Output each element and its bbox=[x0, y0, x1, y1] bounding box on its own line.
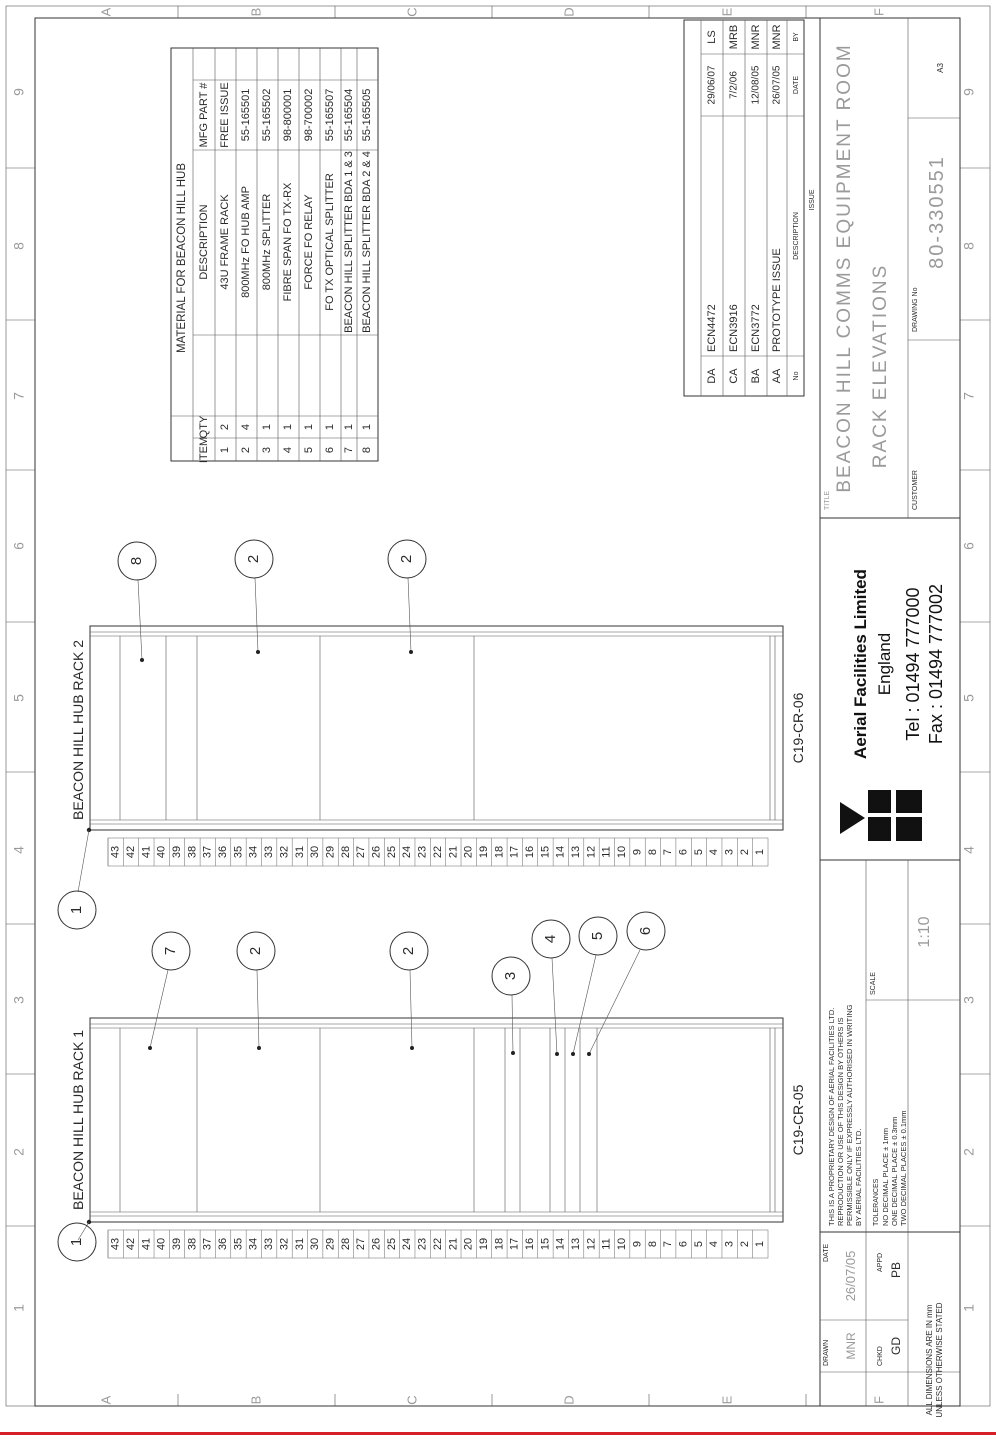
zone-letter: D bbox=[561, 1395, 577, 1405]
rack-unit-number: 33 bbox=[263, 1237, 276, 1251]
revision-by: MNR bbox=[749, 24, 762, 50]
rack-unit-number: 15 bbox=[539, 1237, 552, 1251]
checked-by: GD bbox=[889, 1337, 903, 1355]
drawing-title-line-1: BEACON HILL COMMS EQUIPMENT ROOM bbox=[834, 43, 855, 493]
revision-date: 12/08/05 bbox=[750, 65, 762, 105]
zone-number: 4 bbox=[960, 846, 977, 854]
bom-cell-part-number: 55-165507 bbox=[323, 88, 336, 142]
revision-header-date: DATE bbox=[792, 75, 800, 95]
bom-header-description: DESCRIPTION bbox=[197, 204, 210, 280]
bom-cell-part-number: 55-165501 bbox=[239, 88, 252, 142]
copyright-line: BY AERIAL FACILITIES LTD. bbox=[854, 1128, 863, 1226]
rack-unit-number: 15 bbox=[539, 845, 552, 859]
rack-unit-number: 13 bbox=[570, 845, 583, 859]
bom-cell-part-number: 55-165502 bbox=[260, 88, 273, 142]
rack-unit-number: 41 bbox=[140, 845, 153, 859]
revision-number: BA bbox=[749, 368, 762, 384]
rack-unit-number: 5 bbox=[692, 848, 705, 856]
zone-number: 9 bbox=[960, 88, 977, 96]
rack-unit-number: 16 bbox=[523, 845, 536, 859]
rack-unit-number: 27 bbox=[355, 1237, 368, 1251]
rack-unit-number: 24 bbox=[401, 845, 414, 859]
rack-1-balloons bbox=[58, 912, 665, 1261]
zone-number: 2 bbox=[960, 1148, 977, 1156]
bom-cell-part-number: 55-165505 bbox=[360, 88, 373, 142]
balloon: 3 bbox=[501, 971, 519, 981]
bom-cell-qty: 1 bbox=[281, 423, 294, 431]
bom-cell-description: FO TX OPTICAL SPLITTER bbox=[323, 173, 336, 311]
revision-by: MRB bbox=[727, 24, 740, 50]
revision-description: ECN3772 bbox=[749, 304, 762, 352]
rack-unit-number: 23 bbox=[416, 1237, 429, 1251]
bom-cell-description: 800MHz FO HUB AMP bbox=[239, 186, 252, 298]
bom-header-item: ITEM bbox=[197, 436, 210, 464]
zone-number: 6 bbox=[960, 542, 977, 550]
rack-2-title: BEACON HILL HUB RACK 2 bbox=[70, 640, 86, 820]
bom-cell-description: 800MHz SPLITTER bbox=[260, 193, 273, 291]
bom-cell-description: 43U FRAME RACK bbox=[218, 194, 231, 290]
rack-unit-number: 36 bbox=[217, 845, 230, 859]
bom-cell-description: FIBRE SPAN FO TX-RX bbox=[281, 182, 294, 302]
rack-unit-number: 38 bbox=[186, 845, 199, 859]
zone-number: 3 bbox=[960, 996, 977, 1004]
copyright-line: THIS IS A PROPRIETARY DESIGN OF AERIAL FACILITIES LTD. bbox=[827, 1007, 836, 1226]
revision-by: LS bbox=[705, 30, 718, 44]
drawn-label: DRAWN bbox=[823, 1339, 830, 1366]
rack-unit-number: 22 bbox=[431, 845, 444, 859]
bom-cell-description: BEACON HILL SPLITTER BDA 2 & 4 bbox=[360, 151, 373, 333]
rack-unit-number: 6 bbox=[677, 848, 690, 856]
copyright-line: PERMISSIBLE ONLY IF EXPRESSLY AUTHORISED IN WRITING bbox=[845, 1004, 854, 1226]
bom-cell-item: 6 bbox=[323, 446, 336, 454]
bom-cell-item: 8 bbox=[360, 446, 373, 454]
dimensions-note: ALL DIMENSIONS ARE IN mm bbox=[925, 1304, 934, 1416]
balloon: 6 bbox=[636, 926, 654, 936]
balloon: 8 bbox=[127, 556, 145, 566]
rack-unit-number: 38 bbox=[186, 1237, 199, 1251]
rack-unit-number: 13 bbox=[570, 1237, 583, 1251]
bom-cell-part-number: FREE ISSUE bbox=[218, 82, 231, 148]
rack-unit-number: 31 bbox=[293, 845, 306, 859]
zone-letter: A bbox=[98, 1395, 114, 1405]
revision-description: PROTOTYPE ISSUE bbox=[770, 248, 783, 352]
tolerance-line: NO DECIMAL PLACE ± 1mm bbox=[881, 1127, 890, 1226]
rack-unit-number: 25 bbox=[385, 1237, 398, 1251]
revision-header-no: No bbox=[792, 371, 800, 381]
zone-number: 3 bbox=[10, 996, 27, 1004]
rack-unit-number: 20 bbox=[462, 1237, 475, 1251]
bom-title: MATERIAL FOR BEACON HILL HUB bbox=[176, 163, 188, 353]
rack-unit-number: 22 bbox=[431, 1237, 444, 1251]
approved-by: PB bbox=[889, 1261, 903, 1279]
title-block bbox=[820, 18, 960, 1418]
rack-unit-number: 25 bbox=[385, 845, 398, 859]
zone-number: 2 bbox=[10, 1148, 27, 1156]
rack-unit-number: 16 bbox=[523, 1237, 536, 1251]
rack-unit-number: 8 bbox=[646, 848, 659, 856]
bom-cell-qty: 1 bbox=[260, 423, 273, 431]
rack-unit-number: 31 bbox=[293, 1237, 306, 1251]
rack-unit-number: 28 bbox=[339, 1237, 352, 1251]
company-name: Aerial Facilities Limited bbox=[851, 569, 870, 759]
rack-unit-number: 35 bbox=[232, 1237, 245, 1251]
zone-number: 7 bbox=[10, 392, 27, 400]
rack-unit-number: 39 bbox=[170, 1237, 183, 1251]
rack-2-unit-labels bbox=[108, 838, 768, 866]
rack-unit-number: 34 bbox=[247, 845, 260, 859]
rack-unit-number: 18 bbox=[493, 1237, 506, 1251]
rack-unit-number: 30 bbox=[309, 1237, 322, 1251]
rack-1-code: C19-CR-05 bbox=[790, 1084, 806, 1156]
rack-unit-number: 33 bbox=[263, 845, 276, 859]
rack-unit-number: 19 bbox=[477, 845, 490, 859]
zone-letter: B bbox=[248, 7, 264, 17]
bom-cell-item: 4 bbox=[281, 446, 294, 454]
dimensions-note: UNLESS OTHERWISE STATED bbox=[935, 1302, 944, 1418]
rack-unit-number: 5 bbox=[692, 1240, 705, 1248]
tolerance-line: TWO DECIMAL PLACES ± 0.1mm bbox=[899, 1110, 908, 1226]
bom-cell-item: 2 bbox=[239, 446, 252, 454]
zone-number: 5 bbox=[960, 694, 977, 702]
zone-number: 4 bbox=[10, 846, 27, 854]
revision-description: ECN3916 bbox=[727, 304, 740, 352]
date-label: DATE bbox=[823, 1243, 830, 1262]
bom-table bbox=[171, 48, 378, 463]
rack-unit-number: 43 bbox=[109, 845, 122, 859]
rack-unit-number: 9 bbox=[631, 848, 644, 856]
customer-label: CUSTOMER bbox=[912, 470, 919, 510]
zone-letter: A bbox=[98, 7, 114, 17]
rack-unit-number: 29 bbox=[324, 1237, 337, 1251]
page-edge-line bbox=[0, 1432, 996, 1435]
balloon: 4 bbox=[541, 934, 559, 944]
revision-number: AA bbox=[770, 368, 783, 384]
revision-header-description: DESCRIPTION bbox=[792, 212, 800, 260]
rack-1-elevation bbox=[58, 912, 806, 1261]
rack-unit-number: 11 bbox=[600, 846, 613, 858]
rack-unit-number: 7 bbox=[662, 1240, 675, 1248]
rack-unit-number: 24 bbox=[401, 1237, 414, 1251]
drawing-number: 80-330551 bbox=[926, 155, 948, 269]
zone-letters bbox=[98, 7, 886, 1404]
rack-unit-number: 3 bbox=[723, 1240, 736, 1248]
rack-unit-number: 29 bbox=[324, 845, 337, 859]
rack-unit-number: 8 bbox=[646, 1240, 659, 1248]
scale-value: 1:10 bbox=[916, 916, 933, 948]
revision-header-by: BY bbox=[792, 32, 800, 42]
bom-cell-qty: 1 bbox=[302, 423, 315, 431]
copyright-line: REPRODUCTION OR USE OF THIS DESIGN BY OTHERS IS bbox=[836, 1017, 845, 1226]
appd-label: APPD bbox=[877, 1252, 884, 1272]
rack-unit-number: 34 bbox=[247, 1237, 260, 1251]
rack-unit-number: 39 bbox=[170, 845, 183, 859]
bom-cell-item: 3 bbox=[260, 446, 273, 454]
company-country: England bbox=[875, 632, 894, 696]
rack-unit-number: 23 bbox=[416, 845, 429, 859]
drawing-no-label: DRAWING No bbox=[912, 287, 919, 332]
rack-unit-number: 35 bbox=[232, 845, 245, 859]
rack-unit-number: 3 bbox=[723, 848, 736, 856]
rack-unit-number: 12 bbox=[585, 845, 598, 859]
bom-cell-item: 1 bbox=[218, 446, 231, 454]
bom-cell-description: BEACON HILL SPLITTER BDA 1 & 3 bbox=[342, 151, 355, 333]
bom-cell-description: FORCE FO RELAY bbox=[302, 194, 315, 290]
rack-unit-number: 27 bbox=[355, 845, 368, 859]
rack-unit-number: 36 bbox=[217, 1237, 230, 1251]
rack-2-balloons bbox=[58, 540, 426, 929]
rack-unit-number: 6 bbox=[677, 1240, 690, 1248]
rack-unit-number: 21 bbox=[447, 1237, 460, 1251]
rack-2-outline bbox=[90, 626, 783, 830]
revision-date: 29/06/07 bbox=[706, 65, 718, 105]
bom-header-part-number: MFG PART # bbox=[197, 82, 210, 148]
rack-unit-number: 17 bbox=[508, 1237, 521, 1251]
bom-cell-part-number: 98-800001 bbox=[281, 88, 294, 142]
rack-unit-number: 32 bbox=[278, 845, 291, 859]
balloon: 2 bbox=[399, 946, 417, 956]
rack-unit-number: 14 bbox=[554, 845, 567, 859]
chkd-label: CHKD bbox=[877, 1346, 884, 1366]
rack-unit-number: 41 bbox=[140, 1237, 153, 1251]
zone-letter: C bbox=[404, 1395, 420, 1405]
revision-date: 26/07/05 bbox=[771, 65, 783, 105]
revision-number: CA bbox=[727, 368, 740, 384]
rack-unit-number: 32 bbox=[278, 1237, 291, 1251]
balloon: 2 bbox=[246, 946, 264, 956]
rack-unit-number: 4 bbox=[708, 1240, 721, 1248]
rack-unit-number: 7 bbox=[662, 848, 675, 856]
rack-unit-number: 37 bbox=[201, 845, 214, 859]
drawing-title-line-2: RACK ELEVATIONS bbox=[870, 263, 891, 469]
zone-number: 1 bbox=[10, 1304, 27, 1312]
rack-unit-number: 1 bbox=[754, 1240, 767, 1248]
rack-unit-number: 20 bbox=[462, 845, 475, 859]
rack-unit-number: 18 bbox=[493, 845, 506, 859]
bom-cell-qty: 2 bbox=[218, 423, 231, 431]
zone-number: 7 bbox=[960, 392, 977, 400]
drawing-frame bbox=[35, 18, 960, 1406]
balloon: 1 bbox=[67, 905, 85, 915]
bom-cell-qty: 1 bbox=[360, 423, 373, 431]
bom-cell-item: 5 bbox=[302, 446, 315, 454]
scale-label: SCALE bbox=[870, 972, 877, 995]
company-telephone: Tel : 01494 777000 bbox=[903, 587, 923, 741]
zone-number: 8 bbox=[960, 242, 977, 250]
sheet-size: A3 bbox=[936, 63, 945, 73]
rack-unit-number: 40 bbox=[155, 1237, 168, 1251]
title-label: TITLE bbox=[824, 490, 831, 510]
rack-unit-number: 4 bbox=[708, 848, 721, 856]
rack-unit-number: 1 bbox=[754, 848, 767, 856]
revision-description: ECN4472 bbox=[705, 304, 718, 352]
bom-cell-qty: 4 bbox=[239, 423, 252, 431]
company-logo bbox=[840, 790, 922, 841]
rack-unit-number: 10 bbox=[616, 1237, 629, 1251]
zone-letter: D bbox=[561, 7, 577, 17]
rack-unit-number: 37 bbox=[201, 1237, 214, 1251]
zone-letter: E bbox=[719, 7, 735, 17]
zone-number: 9 bbox=[10, 88, 27, 96]
rack-unit-number: 30 bbox=[309, 845, 322, 859]
rack-1-title: BEACON HILL HUB RACK 1 bbox=[70, 1030, 86, 1210]
bom-cell-part-number: 55-165504 bbox=[342, 88, 355, 142]
bom-cell-qty: 1 bbox=[323, 423, 336, 431]
rack-unit-number: 10 bbox=[616, 845, 629, 859]
zone-letter: E bbox=[719, 1395, 735, 1405]
zone-number: 8 bbox=[10, 242, 27, 250]
rack-unit-number: 43 bbox=[109, 1237, 122, 1251]
rack-unit-number: 14 bbox=[554, 1237, 567, 1251]
drawn-date: 26/07/05 bbox=[843, 1250, 858, 1302]
tolerance-line: ONE DECIMAL PLACE ± 0.3mm bbox=[890, 1116, 899, 1226]
rack-unit-number: 2 bbox=[738, 1240, 751, 1248]
rack-unit-number: 28 bbox=[339, 845, 352, 859]
rack-unit-number: 21 bbox=[447, 845, 460, 859]
revision-table bbox=[684, 20, 816, 396]
revision-number: DA bbox=[705, 368, 718, 384]
zone-letter: F bbox=[871, 8, 887, 16]
balloon: 5 bbox=[588, 931, 606, 941]
rack-2-code: C19-CR-06 bbox=[790, 692, 806, 764]
rack-unit-number: 26 bbox=[370, 845, 383, 859]
rack-unit-number: 2 bbox=[738, 848, 751, 856]
zone-letter: C bbox=[404, 7, 420, 17]
balloon: 1 bbox=[67, 1237, 85, 1247]
balloon: 2 bbox=[244, 554, 262, 564]
balloon: 7 bbox=[161, 946, 179, 956]
rack-unit-number: 40 bbox=[155, 845, 168, 859]
rack-unit-number: 42 bbox=[124, 845, 137, 859]
revision-header-issue: ISSUE bbox=[808, 189, 816, 211]
zone-letter: F bbox=[871, 1396, 887, 1404]
zone-number: 6 bbox=[10, 542, 27, 550]
zone-letter: B bbox=[248, 1395, 264, 1405]
rack-1-unit-labels bbox=[108, 1230, 768, 1258]
rack-unit-number: 19 bbox=[477, 1237, 490, 1251]
bom-cell-qty: 1 bbox=[342, 423, 355, 431]
rack-unit-number: 42 bbox=[124, 1237, 137, 1251]
bom-cell-item: 7 bbox=[342, 446, 355, 454]
balloon: 2 bbox=[397, 554, 415, 564]
tolerances-label: TOLERANCES bbox=[873, 1178, 880, 1226]
zone-number: 5 bbox=[10, 694, 27, 702]
rack-unit-number: 11 bbox=[600, 1238, 613, 1250]
revision-by: MNR bbox=[770, 24, 783, 50]
drawn-by: MNR bbox=[844, 1332, 858, 1360]
revision-date: 7/2/06 bbox=[728, 71, 740, 99]
bom-cell-part-number: 98-700002 bbox=[302, 88, 315, 142]
company-fax: Fax : 01494 777002 bbox=[926, 583, 946, 745]
rack-1-outline bbox=[90, 1018, 783, 1222]
rack-unit-number: 17 bbox=[508, 845, 521, 859]
rack-unit-number: 9 bbox=[631, 1240, 644, 1248]
rack-2-elevation bbox=[58, 540, 806, 929]
rack-unit-number: 26 bbox=[370, 1237, 383, 1251]
zone-number: 1 bbox=[960, 1304, 977, 1312]
rack-unit-number: 12 bbox=[585, 1237, 598, 1251]
bom-header-qty: QTY bbox=[197, 415, 210, 439]
